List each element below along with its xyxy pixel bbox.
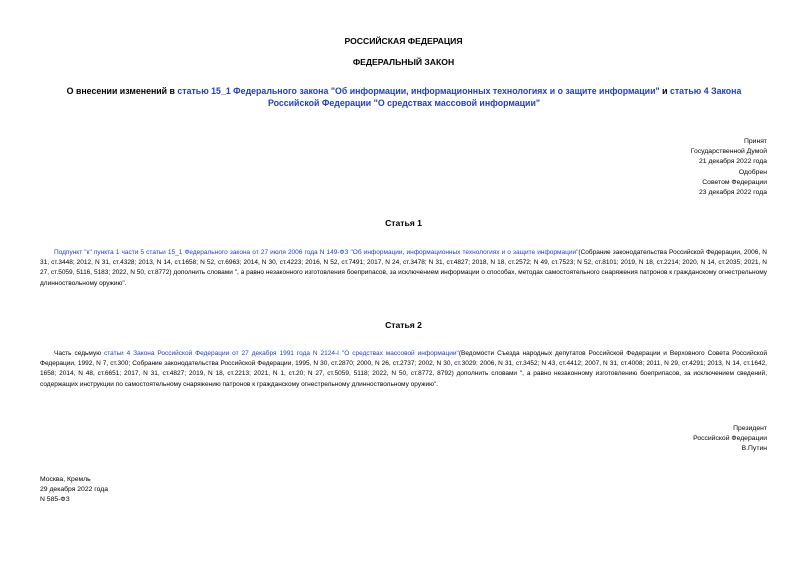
place-line: Москва, Кремль [40, 476, 91, 483]
article-1-heading: Статья 1 [385, 218, 422, 228]
title-prefix: О внесении изменений в [66, 86, 178, 96]
signature-line: Российской Федерации [693, 435, 767, 443]
adoption-line: Советом Федерации [702, 178, 767, 186]
adoption-line: Государственной Думой [690, 148, 767, 156]
article-1-link[interactable]: Подпункт "к" пункта 1 части 5 статьи 15_1 Федерального закона от 27 июля 2006 года N 149-ФЗ "Об информации, информационных технологиях и о защите информации" [54, 249, 579, 256]
adoption-block [691, 137, 767, 198]
doc-type-heading: ФЕДЕРАЛЬНЫЙ ЗАКОН [352, 57, 455, 67]
article-2-prefix: Часть седьмую [54, 350, 105, 357]
article-1-text [40, 248, 767, 289]
signature-block [693, 424, 767, 455]
date-line: 29 декабря 2022 года [40, 486, 108, 494]
signature-line: Президент [733, 425, 767, 432]
adoption-line: Одобрен [738, 168, 767, 176]
adoption-line: 21 декабря 2022 года [699, 158, 767, 166]
adoption-line: 23 декабря 2022 года [699, 189, 767, 197]
article-2-body: (Ведомости Съезда народных депутатов Российской Федерации и Верховного Совета Российской Федерации, 1992, N 7, ст.300; Собрание законодательства Российской Федерации, 1995, N 30, ст.2870; 2000, N 26, ст.2737; 2002, N 30, ст.3029; 2006, N 31, ст.3452; N 43, ст.4412; 2007, N 31, ст.4008; 2011, N 29, ст.4291; 2013, N 14, ст.1642, 1658; 2014, N 48, ст.6651; 2017, N 31, ст.4827; 2019, N 18, ст.2213; 2021, N 1, ст.20; N 27, ст.5059, 5118; 2022, N 50, ст.8772, 8792) дополнить словами ", а равно незаконному изготовлению боеприпасов, за исключением сведений, содержащих инструкции по самостоятельному снаряжению патронов к гражданскому огнестрельному длинноствольному оружию". [40, 350, 767, 388]
adoption-line: Принят [743, 138, 767, 145]
title-middle: и [659, 86, 670, 96]
title-link-article-15-1[interactable]: статью 15_1 Федерального закона "Об информации, информационных технологиях и о защите информации" [177, 86, 660, 96]
article-2-text [40, 349, 767, 390]
article-2-link[interactable]: статьи 4 Закона Российской Федерации от 27 декабря 1991 года N 2124-I "О средствах массовой информации" [104, 350, 459, 357]
signature-line: В.Путин [741, 445, 767, 453]
article-1-body: (Собрание законодательства Российской Федерации, 2006, N 31, ст.3448; 2012, N 31, ст.4328; 2013, N 14, ст.1658; N 52, ст.6963; 2014, N 30, ст.4223; 2016, N 52, ст.7491; 2017, N 24, ст.3478; N 31, ст.4827; 2018, N 18, ст.2572; N 49, ст.7523; N 52, ст.8101; 2019, N 18, ст.2214; 2020, N 14, ст.2035; 2021, N 27, ст.5059, 5116, 5183; 2022, N 50, ст.8772) дополнить словами ", а равно незаконного изготовления боеприпасов, за исключением информации о способах, методах самостоятельного снаряжения патронов к гражданскому огнестрельному длинноствольному оружию". [40, 249, 767, 287]
law-number-line: N 585-ФЗ [40, 496, 70, 504]
country-heading: РОССИЙСКАЯ ФЕДЕРАЦИЯ [344, 36, 463, 46]
article-2-heading: Статья 2 [385, 320, 422, 330]
law-title [60, 85, 748, 109]
place-date-block [40, 475, 108, 506]
title-link-article-4[interactable]: статью 4 Закона Российской Федерации "О средствах массовой информации" [267, 86, 742, 108]
